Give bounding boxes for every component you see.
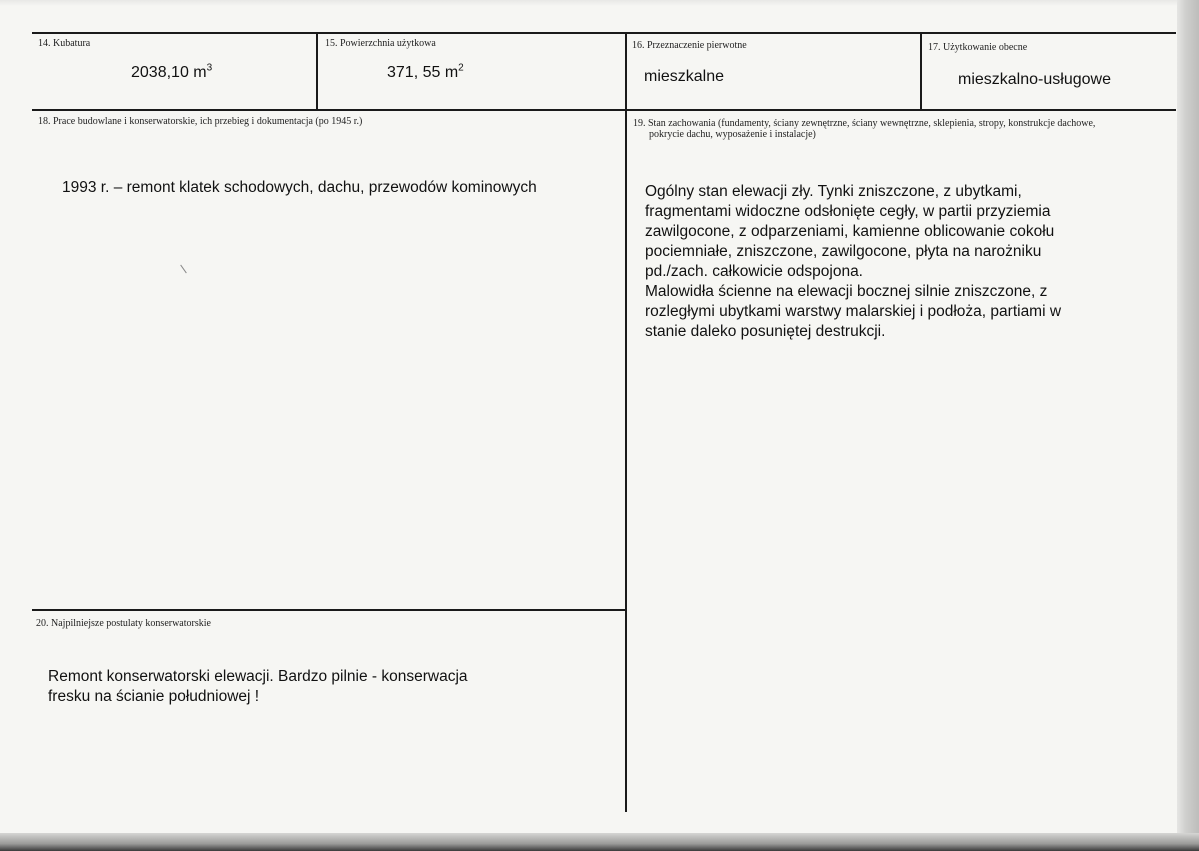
field15-value-text: 371, 55 m [387, 64, 459, 81]
field16-value: mieszkalne [644, 68, 725, 85]
field19-text [645, 182, 1061, 342]
field19-line: pociemniałe, zniszczone, zawilgocone, płyta na narożniku [645, 243, 1042, 260]
field19-label-line1: 19. Stan zachowania (fundamenty, ściany zewnętrzne, ściany wewnętrzne, sklepienia, stropy, konstrukcje dachowe, [633, 118, 1096, 129]
stray-mark [180, 265, 187, 274]
field15-value [387, 64, 464, 82]
divider-14-15 [316, 32, 318, 110]
divider-16-17 [920, 32, 922, 110]
row1-bottom-border [32, 109, 1176, 111]
field20-text [48, 667, 468, 707]
field20-line: fresku na ścianie południowej ! [48, 688, 260, 705]
field16-label: 16. Przeznaczenie pierwotne [632, 40, 747, 51]
field19-line: pd./zach. całkowicie odspojona. [645, 263, 863, 280]
field14-value [131, 64, 212, 82]
field19-line: Malowidła ścienne na elewacji bocznej silnie zniszczone, z [645, 283, 1048, 300]
form-top-border [32, 32, 1176, 34]
field20-label: 20. Najpilniejsze postulaty konserwatorskie [36, 618, 211, 629]
field18-text: 1993 r. – remont klatek schodowych, dachu, przewodów kominowych [62, 179, 537, 196]
center-divider [625, 32, 627, 812]
field19-line: Ogólny stan elewacji zły. Tynki zniszczone, z ubytkami, [645, 183, 1022, 200]
field19-line: zawilgocone, z odparzeniami, kamienne oblicowanie cokołu [645, 223, 1055, 240]
field14-value-text: 2038,10 m [131, 64, 207, 81]
field14-unit-exponent: 3 [206, 62, 213, 74]
scan-bottom-edge [0, 833, 1199, 851]
field14-label: 14. Kubatura [38, 38, 91, 49]
field17-value: mieszkalno-usługowe [958, 71, 1111, 88]
field19-label [633, 118, 1095, 140]
field19-line: fragmentami widoczne odsłonięte cegły, w partii przyziemia [645, 203, 1051, 220]
field19-line: rozległymi ubytkami warstwy malarskiej i podłoża, partiami w [645, 303, 1062, 320]
scan-right-edge [1177, 0, 1199, 851]
field19-line: stanie daleko posuniętej destrukcji. [645, 323, 886, 340]
field15-unit-exponent: 2 [458, 62, 464, 74]
field19-label-line2: pokrycie dachu, wyposażenie i instalacje) [649, 129, 816, 140]
field18-label: 18. Prace budowlane i konserwatorskie, ich przebieg i dokumentacja (po 1945 r.) [38, 116, 363, 127]
field20-top-border [32, 609, 626, 611]
field15-label: 15. Powierzchnia użytkowa [325, 38, 436, 49]
field17-label: 17. Użytkowanie obecne [928, 42, 1028, 53]
field20-line: Remont konserwatorski elewacji. Bardzo pilnie - konserwacja [48, 668, 468, 685]
scan-top-edge [0, 0, 1199, 6]
